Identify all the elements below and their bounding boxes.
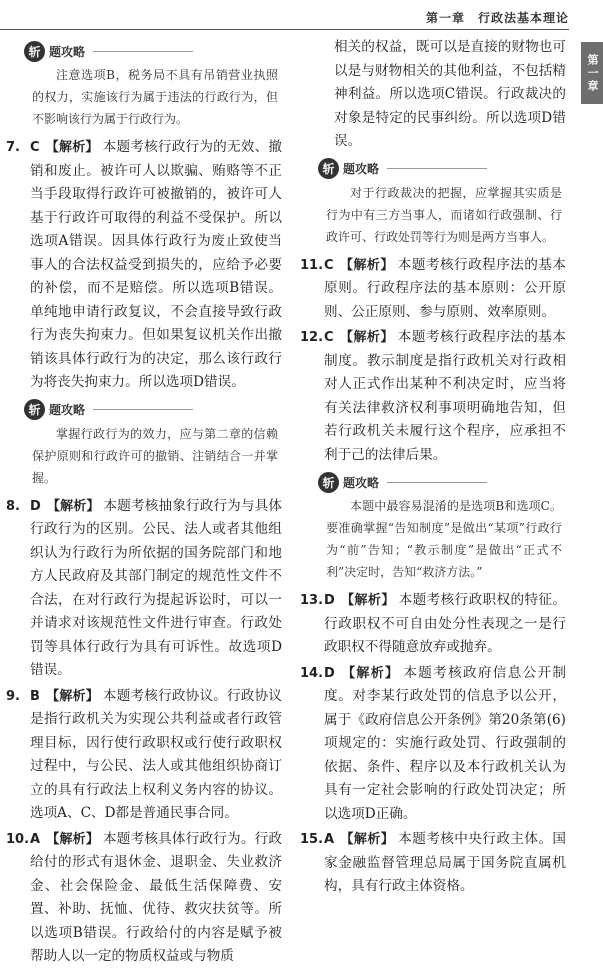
item-answer: D [324,593,335,608]
item-tag: 【解析】 [46,831,100,847]
item-answer: D [324,665,335,681]
tip-heading [318,156,566,182]
answer-item-9 [6,685,282,826]
tip-rule [93,51,193,52]
item-answer: C [324,330,334,345]
answer-item-8 [6,495,282,683]
tip-body: 注意选项B，税务局不具有吊销营业执照的权力，实施该行为属于违法的行政行为，但不影响该行为属于行政行为。 [32,68,278,126]
answer-item-7 [6,136,282,395]
item-number: 11. [300,257,324,273]
tip-badge-icon: 斩 [318,472,339,493]
tip-rule [387,168,487,169]
answer-item-10 [6,828,282,969]
item-number: 9. [6,688,20,704]
tip-heading [24,397,282,423]
item-answer: C [30,140,40,155]
right-column [300,36,566,901]
item-number: 15. [300,832,324,847]
item-answer: D [30,498,41,514]
tip-heading [318,469,566,495]
item-text: 本题考核行政协议。行政协议是指行政机关为实现公共利益或者行政管理目标，因行使行政职权或行使行政职权过程中，与公民、法人或其他组织协商订立的具有行政法上权利义务内容的协议。选项A、C、D都是普通民事合同。 [30,687,282,821]
item-number: 12. [300,330,324,345]
item-tag: 【解析】 [46,498,100,514]
page-header [0,0,603,34]
item-text: 本题考核政府信息公开制度。对李某行政处罚的信息予以公开，属于《政府信息公开条例》第20条第(6)项规定的：实施行政处罚、行政强制的依据、条件、程序以及本行政机关认为具有一定社会影响的行政处罚决定；所以选项D正确。 [324,664,566,822]
item-number: 7. [6,140,20,155]
answer-item-14 [300,662,566,827]
tip-badge-icon: 斩 [24,41,45,62]
tip-label: 题攻略 [49,44,86,59]
item-number: 14. [300,665,324,681]
item-text: 本题考核行政程序法的基本制度。教示制度是指行政机关对行政相对人正式作出某种不利决定时，应当将有关法律救济权利事项明确地告知，但若行政机关未履行这个程序，应承担不利于己的法律后果。 [324,329,566,463]
tip-rule [387,482,487,483]
answer-item-13 [300,589,566,660]
item-text: 本题考核抽象行政行为与具体行政行为的区别。公民、法人或者其他组织认为行政行为所依据的国务院部门和地方人民政府及其部门制定的规范性文件不合法，在对行政行为提起诉讼时，可以一并请求对该规范性文件进行审查。行政处罚等具体行政行为具有可诉性。故选项D错误。 [30,497,282,678]
item-text: 本题考核行政职权的特征。行政职权不可自由处分性表现之一是行政职权不得随意放弃或抛弃。 [324,592,566,655]
tip-body: 对于行政裁决的把握，应掌握其实质是行为中有三方当事人，而诸如行政强制、行政许可、行政处罚等行为则是两方当事人。 [326,185,562,244]
item-text: 本题考核行政行为的无效、撤销和废止。被许可人以欺骗、贿赂等不正当手段取得行政许可被撤销的，被许可人基于行政许可取得的利益不受保护。所以选项A错误。因具体行政行为废止致使当事人的合法权益受到损失的，应给予必要的补偿，而不是赔偿。所以选项B错误。单纯地申请行政复议，不会直接导致行政行为丧失拘束力。但如果复议机关作出撤销该具体行政行为的决定，那么该行政行为将丧失拘束力。所以选项D错误。 [30,139,282,390]
item-text: 本题考核中央行政主体。国家金融监督管理总局属于国务院直属机构，具有行政主体资格。 [324,831,566,894]
item-number: 8. [6,498,20,514]
tip-badge-icon: 斩 [318,158,339,179]
tip-label: 题攻略 [49,403,86,417]
tip-badge-icon: 斩 [24,399,45,420]
item-answer: A [30,831,41,847]
item-tag: 【解析】 [45,688,99,704]
header-rule [0,29,569,30]
item-tag: 【解析】 [339,257,394,273]
item-tag: 【解析】 [340,593,395,608]
item-answer: A [324,832,335,847]
chapter-title: 第一章 行政法基本理论 [425,11,569,25]
tip-label: 题攻略 [343,475,380,490]
tip-label: 题攻略 [343,162,380,176]
item-tag: 【解析】 [340,665,400,681]
item-answer: C [324,257,334,273]
answer-item-11 [300,254,566,325]
item-tag: 【解析】 [340,832,395,847]
left-column [6,36,282,971]
answer-item-15 [300,828,566,899]
item-text: 本题考核具体行政行为。行政给付的形式有退休金、退职金、失业救济金、社会保险金、最低生活保障费、安置、补助、抚恤、优待、救灾扶贫等。所以选项B错误。行政给付的内容是赋予被帮助人以一定的物质权益或与物质 [30,830,282,964]
item-text: 本题考核行政程序法的基本原则。行政程序法的基本原则：公开原则、公正原则、参与原则、效率原则。 [324,256,566,320]
tip-body: 本题中最容易混淆的是选项B和选项C。要准确掌握“告知制度”是做出“某项”行政行为“前”告知；“教示制度”是做出“正式不利”决定时，告知“救济方法。” [326,499,562,579]
item-answer: B [30,688,40,704]
item-tag: 【解析】 [339,330,394,345]
item-number: 10. [6,831,30,847]
continued-text: 相关的权益，既可以是直接的财物也可以是与财物相关的其他利益，不包括精神利益。所以选项C错误。行政裁决的对象是特定的民事纠纷。所以选项D错误。 [334,39,566,149]
item-tag: 【解析】 [45,140,99,155]
tip-body: 掌握行政行为的效力，应与第二章的信赖保护原则和行政许可的撤销、注销结合一并掌握。 [32,426,278,485]
item-number: 13. [300,593,324,608]
answer-item-12 [300,326,566,467]
tip-heading [24,38,282,64]
chapter-side-tab: 第一章 [581,42,603,104]
tip-rule [93,409,193,410]
